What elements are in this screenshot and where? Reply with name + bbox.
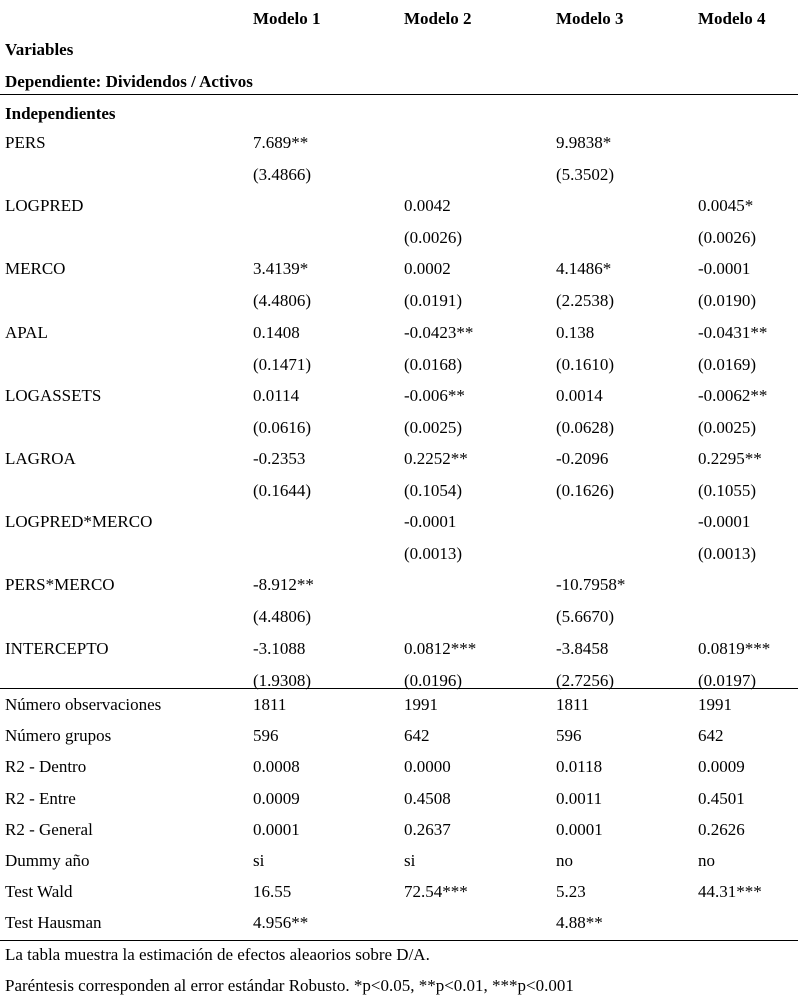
coefficient-value: 0.0014 [556,385,603,405]
standard-error-value: (0.1644) [253,481,312,500]
bottom-rule [0,940,798,941]
stat-value: 642 [404,726,430,746]
stat-value: 642 [698,726,724,746]
coefficient-value: -10.7958* [556,575,626,595]
stat-value: 44.31*** [698,882,762,902]
coefficient-value: -0.0001 [698,512,751,532]
stat-value: 0.2626 [698,819,745,839]
stats-row [0,851,798,882]
coefficient-value: -0.006** [404,385,465,405]
standard-error-value: (1.9308) [253,670,312,690]
stats-row [0,882,798,913]
coefficient-value: -0.0431** [698,322,768,342]
coefficient-value: 9.9838* [556,133,612,152]
standard-error-value: (0.0168) [404,354,463,374]
stat-name: R2 - Dentro [5,757,87,777]
dependent-variable-label: Dependiente: Dividendos / Activos [5,72,253,91]
variable-name: INTERCEPTO [5,638,109,658]
column-header: Modelo 2 [404,9,472,28]
stats-rule [0,688,798,689]
variable-name: LOGPRED*MERCO [5,512,153,532]
standard-error-value: (3.4866) [253,165,312,184]
coefficient-value: 7.689** [253,133,309,152]
variable-name: APAL [5,322,48,342]
coefficient-value: -0.0062** [698,385,768,405]
table-note: La tabla muestra la estimación de efectos aleaorios sobre D/A. [5,945,430,964]
variable-name: MERCO [5,259,66,279]
stats-row [0,820,798,851]
stat-value: 1811 [556,695,590,714]
coefficient-value: -3.1088 [253,638,306,658]
standard-error-value: (0.1054) [404,481,463,500]
stat-value: 1811 [253,695,287,714]
stats-row [0,695,798,726]
stat-value: no [556,851,573,870]
significance-note: Paréntesis corresponden al error estándar Robusto. *p<0.05, **p<0.01, ***p<0.001 [5,976,574,995]
stat-value: 1991 [404,695,438,714]
coefficient-row [0,449,798,480]
coefficient-row [0,196,798,227]
standard-error-value: (0.0026) [404,228,463,248]
stat-value: 4.956** [253,913,309,933]
stats-row [0,726,798,757]
stat-value: 72.54*** [404,882,468,902]
coefficient-value: 0.138 [556,322,595,342]
standard-error-value: (0.0013) [698,544,757,564]
standard-error-value: (4.4806) [253,291,312,311]
coefficient-value: 0.2295** [698,449,762,468]
stat-value: 0.0009 [698,757,745,777]
standard-error-value: (0.0026) [698,228,757,248]
standard-error-value: (0.1055) [698,481,757,500]
coefficient-value: 0.0042 [404,196,451,216]
column-header: Modelo 1 [253,9,321,28]
standard-error-value: (0.1471) [253,354,312,374]
stat-name: R2 - Entre [5,788,76,808]
coefficient-row [0,259,798,290]
variables-label-row [0,40,798,71]
variable-name: LOGASSETS [5,385,102,405]
stat-value: 1991 [698,695,732,714]
column-header: Modelo 4 [698,9,766,28]
variable-name: PERS*MERCO [5,575,115,595]
standard-error-row [0,544,798,575]
coefficient-value: 0.0002 [404,259,451,279]
stat-value: 0.0009 [253,788,300,808]
stat-value: 0.0118 [556,757,603,777]
dependent-label-row [0,72,798,103]
stat-value: no [698,851,715,870]
column-header: Modelo 3 [556,9,624,28]
stat-value: si [253,851,265,870]
stat-value: 5.23 [556,882,586,902]
coefficient-value: -0.0001 [404,512,457,532]
stats-row [0,757,798,788]
standard-error-row [0,165,798,196]
stat-value: 596 [556,726,582,746]
coefficient-value: -0.2353 [253,449,306,468]
standard-error-value: (0.0616) [253,417,312,437]
stat-value: 4.88** [556,913,603,933]
standard-error-value: (0.0628) [556,417,615,437]
variables-label: Variables [5,40,74,59]
standard-error-value: (0.1610) [556,354,615,374]
standard-error-value: (5.3502) [556,165,615,184]
standard-error-value: (2.2538) [556,291,615,311]
coefficient-value: -0.0001 [698,259,751,279]
standard-error-row [0,607,798,638]
coefficient-value: 0.0045* [698,196,754,216]
coefficient-row [0,639,798,670]
stat-name: Número observaciones [5,695,162,714]
stat-name: Dummy año [5,851,90,870]
coefficient-row [0,323,798,354]
stat-value: 0.0011 [556,788,603,808]
standard-error-row [0,291,798,322]
coefficient-value: 0.2252** [404,449,468,468]
coefficient-value: 0.0812*** [404,638,477,658]
standard-error-value: (0.0013) [404,544,463,564]
standard-error-value: (0.0169) [698,354,757,374]
standard-error-value: (0.0025) [404,417,463,437]
stat-value: 0.0001 [556,819,603,839]
coefficient-value: -0.2096 [556,449,609,468]
stat-value: 596 [253,726,279,746]
standard-error-value: (2.7256) [556,670,615,690]
variable-name: LAGROA [5,449,76,468]
coefficient-value: -8.912** [253,575,314,595]
stat-name: Número grupos [5,726,112,746]
independents-label-row [0,104,798,135]
variable-name: LOGPRED [5,196,84,216]
stat-value: 16.55 [253,882,292,902]
standard-error-value: (4.4806) [253,607,312,627]
standard-error-value: (0.0025) [698,417,757,437]
standard-error-value: (0.1626) [556,481,615,500]
stat-value: si [404,851,416,870]
standard-error-value: (0.0197) [698,670,757,690]
independents-label: Independientes [5,104,116,123]
coefficient-row [0,575,798,606]
coefficient-value: 0.1408 [253,322,300,342]
coefficient-row [0,133,798,164]
stat-name: Test Wald [5,882,73,902]
coefficient-row [0,512,798,543]
header-row [0,9,798,40]
variable-name: PERS [5,133,46,152]
standard-error-value: (5.6670) [556,607,615,627]
standard-error-value: (0.0190) [698,291,757,311]
coefficient-row [0,386,798,417]
coefficient-value: -3.8458 [556,638,609,658]
coefficient-value: 0.0819*** [698,638,771,658]
coefficient-value: 0.0114 [253,385,300,405]
stat-value: 0.4501 [698,788,745,808]
coefficient-value: 3.4139* [253,259,309,279]
coefficient-value: -0.0423** [404,322,474,342]
stat-value: 0.2637 [404,819,451,839]
standard-error-value: (0.0196) [404,670,463,690]
stats-row [0,789,798,820]
stat-value: 0.0001 [253,819,300,839]
standard-error-row [0,418,798,449]
header-rule [0,94,798,95]
stat-name: Test Hausman [5,913,102,933]
standard-error-row [0,355,798,386]
stat-value: 0.0000 [404,757,451,777]
stat-value: 0.0008 [253,757,300,777]
coefficient-value: 4.1486* [556,259,612,279]
stat-name: R2 - General [5,819,93,839]
standard-error-row [0,481,798,512]
stat-value: 0.4508 [404,788,451,808]
standard-error-value: (0.0191) [404,291,463,311]
standard-error-row [0,228,798,259]
